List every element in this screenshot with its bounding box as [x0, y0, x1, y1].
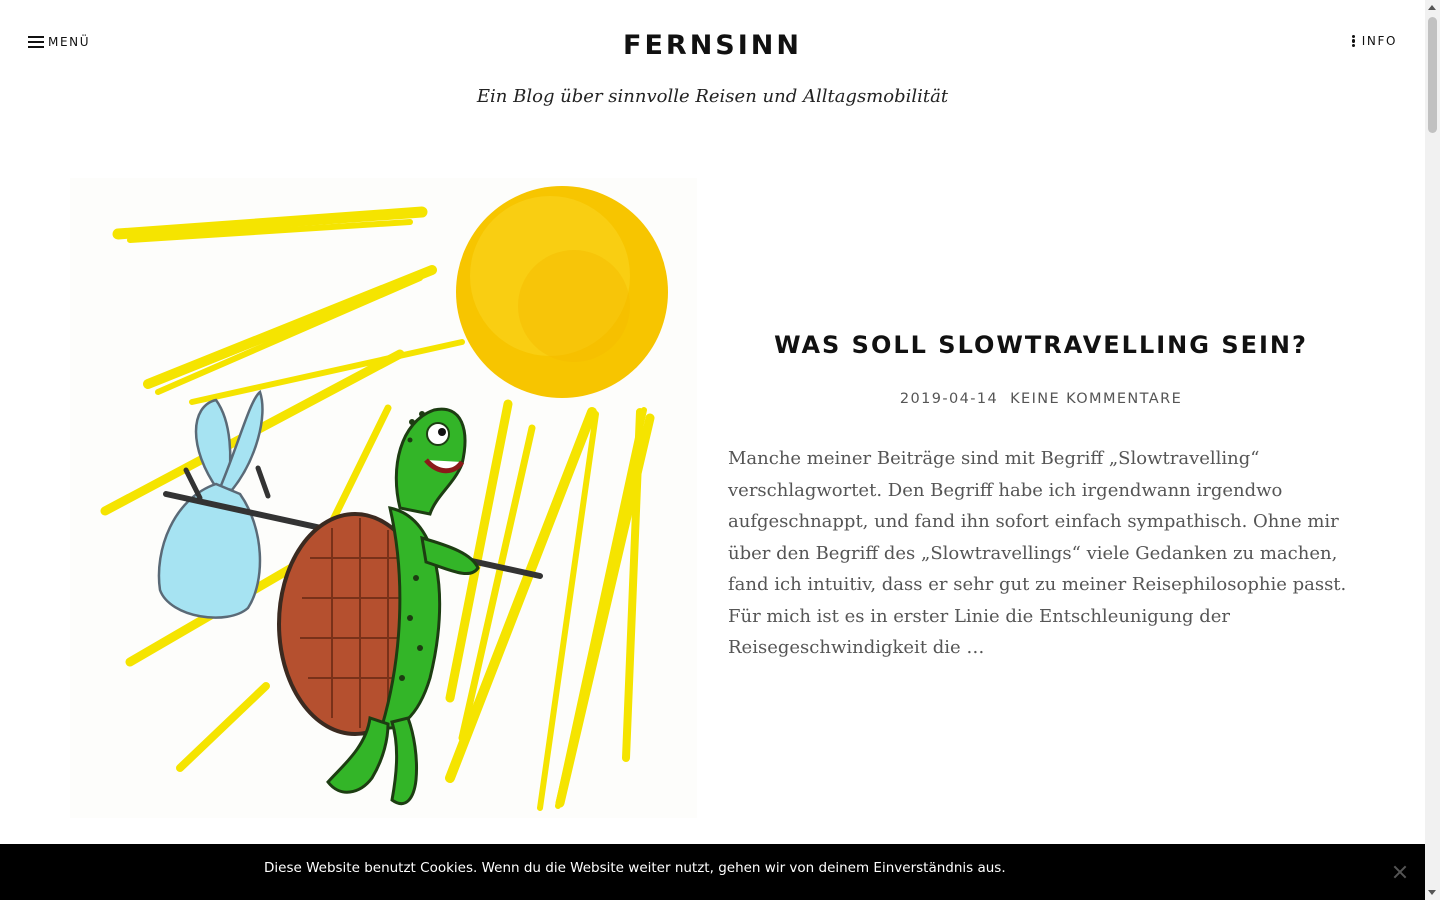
post-excerpt: Manche meiner Beiträge sind mit Begriff „Slowtravelling“ verschlagwortet. Den Begriff habe ich irgendwann irgendwo aufgeschnappt, und fand ihn sofort einfach sympathisch. Ohne mir über den Begriff des „Slowtravellings“ viele Gedanken zu machen, fand ich intuitiv, dass er sehr gut zu meiner Reisephilosophie passt. Für mich ist es in erster Linie die Entschleunigung der Reisegeschwindigkeit die …	[728, 448, 1347, 658]
site-tagline: Ein Blog über sinnvolle Reisen und Alltagsmobilität	[476, 86, 949, 107]
scroll-down-arrow-icon[interactable]	[1428, 890, 1436, 895]
site-title[interactable]: FERNSINN	[623, 30, 802, 61]
scrollbar[interactable]	[1425, 0, 1440, 900]
post-comments-link[interactable]: KEINE KOMMENTARE	[1010, 391, 1183, 407]
post-date[interactable]: 2019-04-14	[899, 391, 999, 407]
cookie-notice-text: Diese Website benutzt Cookies. Wenn du die Website weiter nutzt, gehen wir von deinem Einverständnis aus.	[264, 860, 1006, 876]
cookie-notice-bar	[0, 844, 1425, 900]
menu-label: MENÜ	[48, 35, 91, 49]
info-label: INFO	[1361, 34, 1397, 48]
close-icon[interactable]	[1392, 864, 1408, 880]
scroll-up-arrow-icon[interactable]	[1428, 5, 1436, 10]
featured-image[interactable]	[70, 178, 697, 818]
info-button[interactable]	[1352, 34, 1397, 48]
scrollbar-thumb[interactable]	[1428, 17, 1437, 133]
more-vertical-icon	[1352, 35, 1356, 48]
post-meta	[728, 391, 1354, 407]
post-title[interactable]: WAS SOLL SLOWTRAVELLING SEIN?	[774, 331, 1308, 359]
turtle-traveller-illustration	[70, 178, 697, 818]
